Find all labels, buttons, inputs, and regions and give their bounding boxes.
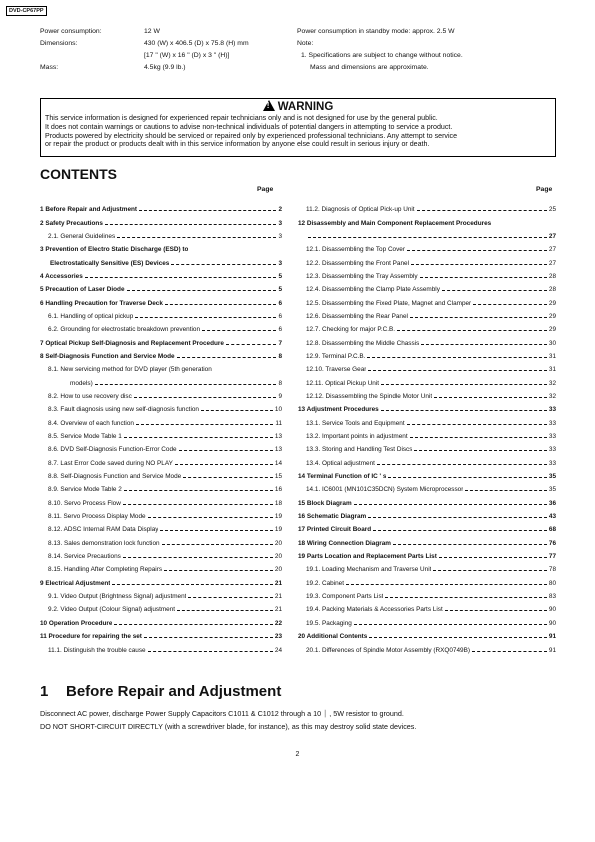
toc-entry-title: 15 Block Diagram	[298, 499, 352, 507]
toc-leader	[124, 490, 273, 491]
toc-entry-title: 8.15. Handling After Completing Repairs	[48, 566, 163, 574]
toc-leader	[411, 264, 547, 265]
toc-entry[interactable]	[298, 590, 556, 603]
toc-entry-page: 21	[274, 606, 282, 614]
toc-leader	[373, 530, 547, 531]
toc-leader	[346, 584, 547, 585]
toc-entry-title: 9.1. Video Output (Brightness Signal) adjustment	[48, 593, 187, 601]
note-label: Note:	[297, 40, 314, 47]
toc-entry[interactable]	[298, 443, 556, 456]
toc-leader	[202, 330, 276, 331]
power-value: 12 W	[144, 28, 160, 35]
toc-entry-title: 20 Additional Contents	[298, 633, 368, 641]
toc-entry-title: 8.13. Sales demonstration lock function	[48, 539, 160, 547]
toc-entry-page: 24	[274, 646, 282, 654]
section-number: 1	[40, 683, 49, 700]
toc-entry-title: 12.9. Terminal P.C.B.	[306, 352, 366, 360]
toc-entry-page: 20	[274, 539, 282, 547]
toc-leader	[420, 277, 547, 278]
toc-entry-title: 14.1. IC6001 (MN101C35DCN) System Microprocessor	[306, 486, 464, 494]
toc-leader	[407, 424, 547, 425]
toc-leader	[433, 570, 546, 571]
toc-entry-page: 20	[274, 553, 282, 561]
toc-leader	[183, 477, 273, 478]
toc-entry-page: 21	[274, 579, 282, 587]
toc-entry-page: 90	[548, 619, 556, 627]
toc-entry-page: 14	[274, 459, 282, 467]
toc-entry-title: 8.1. New servicing method for DVD player (5th generation	[48, 366, 212, 374]
toc-entry-title: 19.2. Cabinet	[306, 579, 345, 587]
toc-entry[interactable]	[298, 550, 556, 563]
toc-entry-title: models)	[70, 379, 93, 387]
toc-entry-page: 33	[548, 419, 556, 427]
toc-entry[interactable]	[40, 323, 282, 336]
toc-entry-title: 8.7. Last Error Code saved during NO PLAY	[48, 459, 173, 467]
toc-entry[interactable]	[298, 323, 556, 336]
toc-entry-page: 33	[548, 406, 556, 414]
toc-leader	[134, 397, 277, 398]
toc-entry[interactable]	[298, 363, 556, 376]
toc-entry[interactable]	[298, 643, 556, 656]
toc-leader	[165, 304, 277, 305]
toc-leader	[354, 624, 547, 625]
toc-entry-page: 91	[548, 646, 556, 654]
toc-entry[interactable]	[298, 630, 556, 643]
toc-entry-title: 8.4. Overview of each function	[48, 419, 134, 427]
toc-leader	[177, 610, 273, 611]
toc-entry[interactable]	[40, 256, 282, 269]
dimensions-value: 430 (W) x 406.5 (D) x 75.8 (H) mm	[144, 40, 249, 47]
toc-leader	[148, 651, 273, 652]
page-column-heading-right: Page	[536, 186, 553, 193]
toc-entry[interactable]	[40, 497, 282, 510]
toc-entry-page: 35	[548, 486, 556, 494]
note-1: 1. Specifications are subject to change without notice.	[301, 52, 463, 59]
toc-entry[interactable]	[298, 483, 556, 496]
toc-leader	[442, 290, 547, 291]
toc-entry[interactable]	[40, 457, 282, 470]
toc-entry-page: 19	[274, 526, 282, 534]
toc-leader	[162, 544, 273, 545]
toc-entry-title: 14 Terminal Function of IC ' s	[298, 473, 387, 481]
toc-entry[interactable]	[298, 310, 556, 323]
toc-leader	[385, 597, 546, 598]
toc-entry-title: 19.4. Packing Materials & Accessories Parts List	[306, 606, 443, 614]
toc-entry-title: 8.3. Fault diagnosis using new self-diagnosis function	[48, 406, 199, 414]
toc-entry-title: 8.14. Service Precautions	[48, 553, 121, 561]
toc-entry-page: 28	[548, 286, 556, 294]
toc-entry[interactable]	[40, 283, 282, 296]
toc-entry-title: 20.1. Differences of Spindle Motor Assembly (RXQ0749B)	[306, 646, 470, 654]
toc-leader	[410, 437, 547, 438]
contents-title: CONTENTS	[40, 166, 117, 182]
toc-entry-title: 13 Adjustment Procedures	[298, 406, 379, 414]
toc-entry[interactable]	[40, 376, 282, 389]
toc-entry-title: 2.1. General Guidelines	[48, 232, 116, 240]
warning-triangle-icon	[263, 100, 275, 111]
toc-entry[interactable]	[40, 403, 282, 416]
toc-entry-title: 3 Prevention of Electro Static Discharge (ESD) to	[40, 246, 189, 254]
toc-entry-page: 27	[548, 246, 556, 254]
toc-entry-page: 33	[548, 459, 556, 467]
toc-entry[interactable]	[298, 216, 556, 229]
toc-leader	[201, 410, 273, 411]
toc-entry-title: 13.1. Service Tools and Equipment	[306, 419, 405, 427]
dimensions-label: Dimensions:	[40, 40, 78, 47]
toc-entry-page: 6	[278, 312, 282, 320]
toc-entry-title: 12.3. Disassembling the Tray Assembly	[306, 272, 418, 280]
toc-entry-title: 11.2. Diagnosis of Optical Pick-up Unit	[306, 206, 415, 214]
toc-entry-title: 6.1. Handling of optical pickup	[48, 312, 134, 320]
mass-value: 4.5kg (9.9 lb.)	[144, 64, 186, 71]
toc-entry-title: 11 Procedure for repairing the set	[40, 633, 142, 641]
toc-entry-title: 8.9. Service Mode Table 2	[48, 486, 122, 494]
toc-leader	[95, 384, 277, 385]
body-line-1: Disconnect AC power, discharge Power Supply Capacitors C1011 & C1012 through a 10 ⏐ , 5W resistor to ground.	[40, 709, 404, 718]
toc-leader	[117, 237, 276, 238]
toc-entry[interactable]	[40, 523, 282, 536]
toc-leader	[414, 450, 546, 451]
toc-leader	[369, 637, 547, 638]
toc-entry[interactable]	[40, 537, 282, 550]
toc-entry-page: 28	[548, 272, 556, 280]
toc-leader	[381, 384, 547, 385]
toc-entry-page: 43	[548, 513, 556, 521]
toc-entry-title: 1 Before Repair and Adjustment	[40, 206, 138, 214]
toc-entry-page: 21	[274, 593, 282, 601]
toc-entry-title: 2 Safety Precautions	[40, 219, 103, 227]
toc-entry[interactable]	[298, 523, 556, 536]
toc-entry-title: 5 Precaution of Laser Diode	[40, 286, 125, 294]
toc-entry-page: 23	[274, 633, 282, 641]
section-heading	[40, 683, 281, 700]
toc-entry[interactable]	[40, 563, 282, 576]
mass-label: Mass:	[40, 64, 59, 71]
toc-entry-title: 19.3. Component Parts List	[306, 593, 384, 601]
toc-entry[interactable]	[40, 510, 282, 523]
toc-entry-page: 30	[548, 339, 556, 347]
toc-leader	[388, 477, 546, 478]
toc-entry-page: 2	[278, 206, 282, 214]
toc-entry[interactable]	[40, 230, 282, 243]
toc-entry-page: 35	[548, 473, 556, 481]
toc-entry[interactable]	[40, 296, 282, 309]
toc-leader	[175, 464, 273, 465]
toc-entry[interactable]	[298, 537, 556, 550]
toc-entry[interactable]	[40, 577, 282, 590]
toc-entry-title: 10 Operation Procedure	[40, 619, 113, 627]
toc-entry-title: 6 Handling Precaution for Traverse Deck	[40, 299, 163, 307]
toc-entry-title: 13.2. Important points in adjustment	[306, 433, 408, 441]
toc-leader	[410, 317, 547, 318]
toc-entry-title: 4 Accessories	[40, 272, 83, 280]
toc-entry[interactable]	[298, 230, 556, 243]
toc-entry-title: 9 Electrical Adjustment	[40, 579, 111, 587]
toc-entry-page: 11	[275, 419, 282, 427]
toc-leader	[139, 210, 276, 211]
toc-entry[interactable]	[40, 603, 282, 616]
toc-entry-title: 8.2. How to use recovery disc	[48, 392, 132, 400]
toc-entry[interactable]	[40, 390, 282, 403]
toc-entry-page: 25	[548, 206, 556, 214]
toc-leader	[368, 517, 547, 518]
toc-leader	[368, 370, 547, 371]
toc-entry-title: 16 Schematic Diagram	[298, 513, 367, 521]
toc-entry-page: 29	[548, 326, 556, 334]
toc-entry[interactable]	[40, 363, 282, 376]
power-label: Power consumption:	[40, 28, 102, 35]
toc-entry-page: 32	[548, 379, 556, 387]
toc-entry-page: 19	[274, 513, 282, 521]
toc-entry[interactable]	[40, 350, 282, 363]
toc-right-column	[298, 203, 556, 657]
toc-entry[interactable]	[298, 376, 556, 389]
toc-entry[interactable]	[298, 203, 556, 216]
toc-entry-page: 83	[548, 593, 556, 601]
toc-entry-page: 5	[278, 286, 282, 294]
toc-entry-page: 10	[274, 406, 282, 414]
toc-leader	[105, 224, 277, 225]
toc-entry-title: 12.10. Traverse Gear	[306, 366, 367, 374]
toc-entry[interactable]	[40, 243, 282, 256]
toc-entry-title: 12 Disassembly and Main Component Replacement Procedures	[298, 219, 492, 227]
toc-entry-title: 12.2. Disassembling the Front Panel	[306, 259, 410, 267]
toc-entry[interactable]	[298, 350, 556, 363]
toc-entry-title: 12.12. Disassembling the Spindle Motor Unit	[306, 392, 433, 400]
warning-box	[40, 98, 556, 157]
toc-entry-page: 77	[548, 553, 556, 561]
toc-leader	[171, 264, 276, 265]
warning-line: This service information is designed for experienced repair technicians only and is not designed for use by the general public.	[45, 114, 438, 122]
toc-entry-page: 80	[548, 579, 556, 587]
toc-leader	[407, 250, 547, 251]
toc-entry-page: 6	[278, 326, 282, 334]
toc-entry[interactable]	[40, 310, 282, 323]
toc-entry-title: 8.10. Servo Process Flow	[48, 499, 121, 507]
toc-entry-title: 12.8. Disassembling the Middle Chassis	[306, 339, 420, 347]
toc-entry[interactable]	[298, 336, 556, 349]
toc-entry-page: 16	[274, 486, 282, 494]
toc-entry[interactable]	[40, 203, 282, 216]
toc-entry-title: 8.6. DVD Self-Diagnosis Function-Error Code	[48, 446, 177, 454]
toc-leader	[434, 397, 547, 398]
page-number: 2	[295, 751, 300, 758]
toc-leader	[226, 344, 276, 345]
body-line-2: DO NOT SHORT-CIRCUIT DIRECTLY (with a screwdriver blade, for instance), as this may destroy solid state devices.	[40, 722, 417, 731]
toc-entry-title: 12.11. Optical Pickup Unit	[306, 379, 380, 387]
toc-entry-page: 76	[548, 539, 556, 547]
toc-entry-page: 5	[278, 272, 282, 280]
toc-entry-page: 36	[548, 499, 556, 507]
toc-entry[interactable]	[40, 417, 282, 430]
toc-entry[interactable]	[298, 457, 556, 470]
toc-entry[interactable]	[40, 630, 282, 643]
toc-entry[interactable]	[40, 643, 282, 656]
toc-leader	[112, 584, 272, 585]
toc-leader	[439, 557, 547, 558]
toc-leader	[148, 517, 273, 518]
toc-entry-title: 8.5. Service Mode Table 1	[48, 433, 122, 441]
toc-entry-title: 12.7. Checking for major P.C.B.	[306, 326, 396, 334]
toc-entry[interactable]	[298, 603, 556, 616]
toc-entry-title: 13.3. Storing and Handling Test Discs	[306, 446, 413, 454]
toc-entry-page: 27	[548, 259, 556, 267]
toc-leader	[473, 304, 547, 305]
toc-entry[interactable]	[40, 550, 282, 563]
toc-entry[interactable]	[298, 403, 556, 416]
toc-entry-page: 33	[548, 446, 556, 454]
toc-entry[interactable]	[298, 430, 556, 443]
toc-entry[interactable]	[298, 390, 556, 403]
toc-entry-page: 3	[278, 219, 282, 227]
toc-leader	[393, 544, 547, 545]
model-tag: DVD-CP67PP	[6, 6, 47, 16]
toc-entry[interactable]	[298, 283, 556, 296]
warning-title	[45, 100, 551, 114]
toc-leader	[354, 504, 547, 505]
toc-entry-title: 19 Parts Location and Replacement Parts List	[298, 553, 437, 561]
toc-entry-title: 19.1. Loading Mechanism and Traverse Unit	[306, 566, 432, 574]
toc-entry-page: 6	[278, 299, 282, 307]
toc-entry[interactable]	[40, 443, 282, 456]
toc-entry[interactable]	[298, 417, 556, 430]
toc-leader	[177, 357, 277, 358]
toc-entry-page: 9	[278, 392, 282, 400]
toc-entry[interactable]	[298, 270, 556, 283]
toc-entry-page: 7	[278, 339, 282, 347]
toc-leader	[127, 290, 277, 291]
toc-leader	[377, 464, 547, 465]
toc-leader	[472, 651, 547, 652]
toc-entry[interactable]	[40, 270, 282, 283]
toc-entry-page: 68	[548, 526, 556, 534]
toc-entry[interactable]	[40, 617, 282, 630]
toc-entry[interactable]	[298, 296, 556, 309]
toc-entry-page: 22	[274, 619, 282, 627]
toc-entry-title: 12.4. Disassembling the Clamp Plate Assembly	[306, 286, 440, 294]
toc-leader	[144, 637, 273, 638]
toc-entry-page: 3	[278, 259, 282, 267]
toc-entry-title: 13.4. Optical adjustment	[306, 459, 375, 467]
toc-entry-page: 29	[548, 299, 556, 307]
toc-leader	[85, 277, 277, 278]
toc-entry-page: 18	[274, 499, 282, 507]
toc-entry-page: 78	[548, 566, 556, 574]
toc-entry-title: 6.2. Grounding for electrostatic breakdown prevention	[48, 326, 201, 334]
toc-entry-title: 12.5. Disassembling the Fixed Plate, Magnet and Clamper	[306, 299, 472, 307]
toc-entry-page: 8	[278, 379, 282, 387]
toc-entry-title: 8.12. ADSC Internal RAM Data Display	[48, 526, 159, 534]
toc-leader	[188, 597, 272, 598]
toc-entry-title: 8.11. Servo Process Display Mode	[48, 513, 146, 521]
toc-entry-page: 91	[548, 633, 556, 641]
toc-leader	[421, 344, 547, 345]
toc-entry-page: 29	[548, 312, 556, 320]
toc-left-column	[40, 203, 282, 657]
toc-entry-title: 11.1. Distinguish the trouble cause	[48, 646, 146, 654]
toc-entry-page: 33	[548, 433, 556, 441]
toc-entry[interactable]	[40, 336, 282, 349]
toc-entry[interactable]	[40, 430, 282, 443]
toc-entry-title: 8 Self-Diagnosis Function and Service Mode	[40, 352, 175, 360]
toc-leader	[367, 357, 546, 358]
toc-leader	[445, 610, 547, 611]
toc-entry-title: 12.1. Disassembling the Top Cover	[306, 246, 405, 254]
toc-entry-page: 90	[548, 606, 556, 614]
section-title: Before Repair and Adjustment	[66, 683, 282, 700]
toc-leader	[308, 237, 547, 238]
toc-leader	[123, 557, 273, 558]
warning-line: It does not contain warnings or cautions to advise non-technical individuals of potential dangers in attempting to service a product.	[45, 122, 453, 131]
toc-leader	[123, 504, 273, 505]
page-column-heading-left: Page	[257, 186, 274, 193]
toc-entry-title: 8.8. Self-Diagnosis Function and Service Mode	[48, 473, 182, 481]
warning-line: or repair the product or products dealt with in this service information by anyone else could result in serious injury or death.	[45, 140, 430, 149]
toc-entry[interactable]	[40, 590, 282, 603]
toc-entry[interactable]	[298, 577, 556, 590]
toc-entry[interactable]	[40, 470, 282, 483]
toc-entry-page: 32	[548, 392, 556, 400]
toc-leader	[179, 450, 273, 451]
toc-entry-page: 8	[278, 352, 282, 360]
toc-leader	[465, 490, 547, 491]
toc-leader	[124, 437, 273, 438]
toc-entry-page: 13	[274, 433, 282, 441]
toc-entry-page: 3	[278, 232, 282, 240]
toc-entry-title: 9.2. Video Output (Colour Signal) adjustment	[48, 606, 176, 614]
toc-leader	[135, 317, 276, 318]
toc-entry[interactable]	[298, 617, 556, 630]
toc-entry-title: 7 Optical Pickup Self-Diagnosis and Replacement Procedure	[40, 339, 224, 347]
toc-leader	[417, 210, 547, 211]
toc-entry[interactable]	[298, 243, 556, 256]
note-2: Mass and dimensions are approximate.	[310, 64, 429, 71]
toc-entry-title: 18 Wiring Connection Diagram	[298, 539, 391, 547]
toc-entry-page: 15	[274, 473, 282, 481]
toc-leader	[160, 530, 272, 531]
toc-entry-title: 19.5. Packaging	[306, 619, 352, 627]
warning-line: Products powered by electricity should be serviced or repaired only by experienced professional technicians. Any attempt to service	[45, 131, 458, 140]
toc-entry[interactable]	[298, 497, 556, 510]
toc-leader	[397, 330, 547, 331]
standby-power: Power consumption in standby mode: approx. 2.5 W	[297, 28, 455, 35]
toc-entry[interactable]	[40, 216, 282, 229]
toc-entry[interactable]	[40, 483, 282, 496]
toc-entry-title: Electrostatically Sensitive (ES) Devices	[50, 259, 170, 267]
toc-entry-page: 27	[548, 232, 556, 240]
toc-entry[interactable]	[298, 256, 556, 269]
toc-entry[interactable]	[298, 470, 556, 483]
toc-entry[interactable]	[298, 563, 556, 576]
toc-entry-page: 20	[274, 566, 282, 574]
toc-entry-title: 17 Printed Circuit Board	[298, 526, 372, 534]
dimensions-inch: [17 " (W) x 16 " (D) x 3 " (H)]	[144, 52, 230, 59]
toc-entry-title: 12.6. Disassembling the Rear Panel	[306, 312, 408, 320]
toc-entry-page: 13	[274, 446, 282, 454]
toc-leader	[164, 570, 273, 571]
toc-entry-page: 31	[548, 366, 556, 374]
toc-entry-page: 31	[548, 352, 556, 360]
toc-entry[interactable]	[298, 510, 556, 523]
toc-leader	[381, 410, 547, 411]
toc-leader	[136, 424, 273, 425]
warning-title-text: WARNING	[277, 101, 334, 113]
toc-leader	[114, 624, 272, 625]
